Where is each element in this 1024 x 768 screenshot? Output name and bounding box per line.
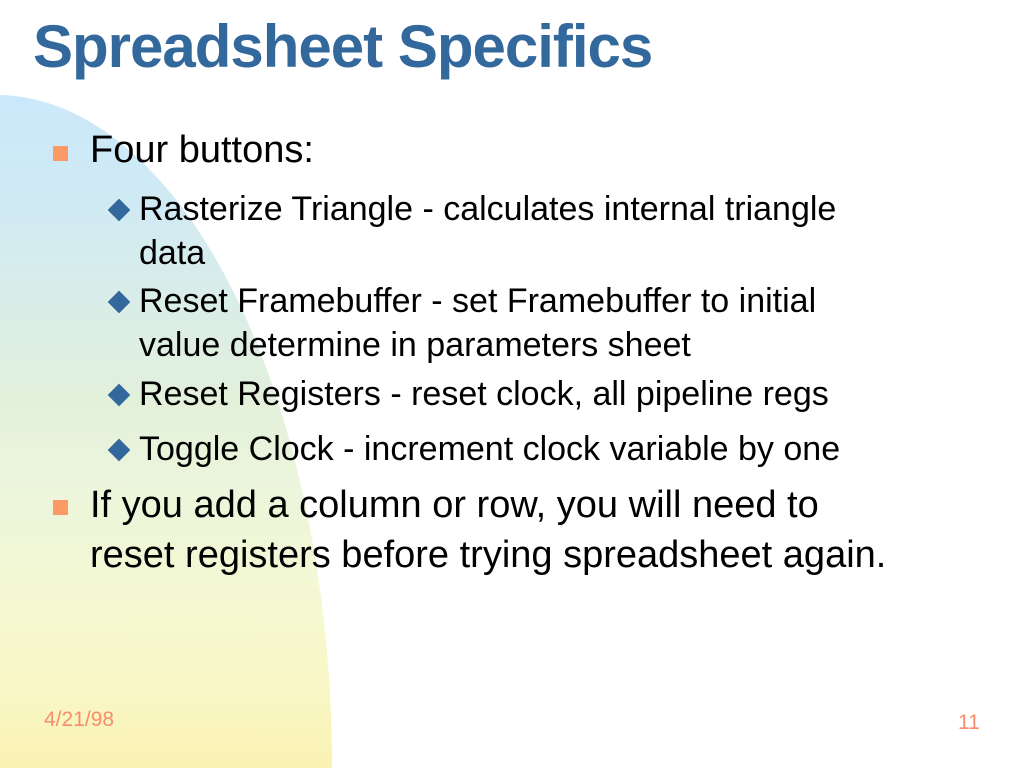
sub-bullet-toggle-clock: Toggle Clock - increment clock variable by one	[139, 430, 841, 468]
bullet-item-add-column-line2: reset registers before trying spreadsheet again.	[90, 534, 887, 576]
bullet-item-four-buttons: Four buttons:	[90, 129, 314, 171]
footer-date: 4/21/98	[44, 708, 115, 731]
footer-page-number: 11	[958, 711, 980, 734]
bullet-item-add-column-line1: If you add a column or row, you will need to	[90, 484, 819, 526]
sub-bullet-reset-framebuffer-line2: value determine in parameters sheet	[139, 326, 691, 364]
sub-bullet-reset-registers: Reset Registers - reset clock, all pipeline regs	[139, 375, 829, 413]
sub-bullet-reset-framebuffer-line1: Reset Framebuffer - set Framebuffer to initial	[139, 282, 817, 320]
sub-bullet-rasterize-line2: data	[139, 234, 206, 272]
slide-title: Spreadsheet Specifics	[33, 13, 653, 80]
bullet-square-icon	[53, 146, 68, 161]
sub-bullet-rasterize-line1: Rasterize Triangle - calculates internal triangle	[139, 190, 837, 228]
bullet-square-icon	[53, 500, 68, 515]
